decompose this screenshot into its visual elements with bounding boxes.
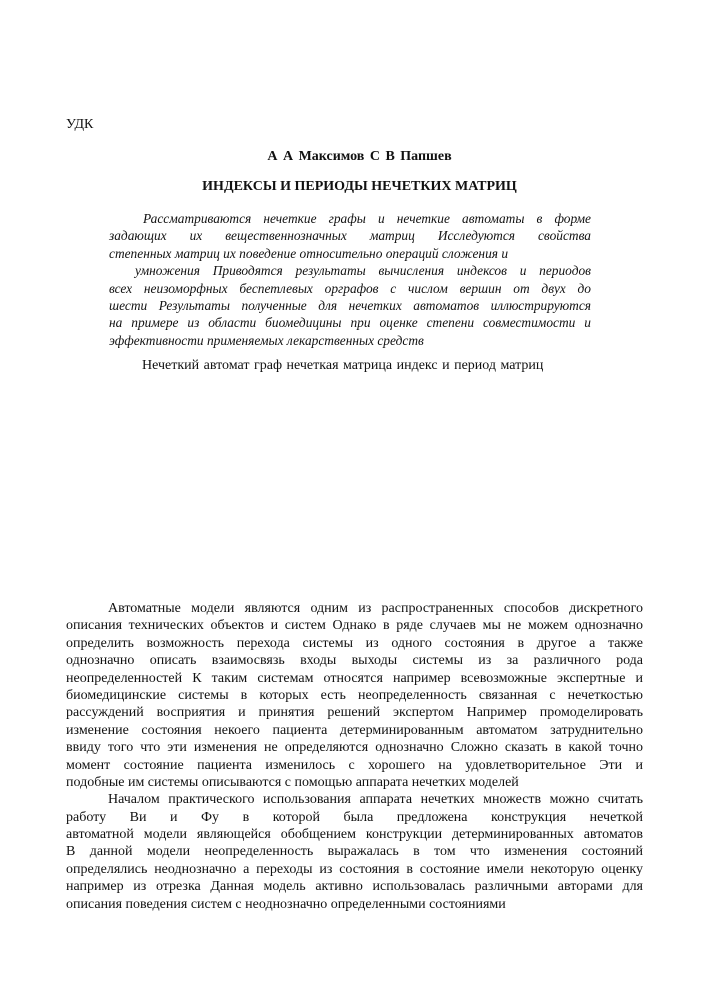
abstract-line: умножения Приводятся результаты вычисления индексов и периодов bbox=[135, 263, 591, 279]
body-line: Началом практического использования аппарата нечетких множеств можно считать bbox=[108, 792, 643, 808]
body-line: автоматной модели являющейся обобщением конструкции детерминированных автоматов bbox=[66, 827, 643, 843]
abstract-line: эффективности применяемых лекарственных средств bbox=[109, 332, 424, 348]
body-line: момент состояние пациента изменилось с хорошего на удовлетворительное Эти и bbox=[66, 757, 643, 773]
body-line: работу Ви и Фу в которой была предложена конструкция нечеткой bbox=[66, 809, 643, 825]
body-line: Автоматные модели являются одним из распространенных способов дискретного bbox=[108, 601, 643, 616]
body-line: биомедицинские системы в которых есть неопределенность связанная с нечеткостью bbox=[66, 687, 643, 703]
udk-label: УДК bbox=[66, 117, 94, 132]
body-line: ввиду того что эти изменения не определяются однозначно Сложно сказать в какой точно bbox=[66, 740, 643, 756]
body-line: однозначно описать взаимосвязь входы выходы системы из за различного рода bbox=[66, 653, 643, 669]
abstract-line: на примере из области биомедицины при оценке степени совместимости и bbox=[109, 315, 591, 331]
body-line: например из отрезка Данная модель активно использовалась различными авторами для bbox=[66, 879, 643, 895]
abstract-line: Рассматриваются нечеткие графы и нечеткие автоматы в форме bbox=[143, 211, 591, 226]
abstract bbox=[109, 210, 591, 349]
body-text bbox=[66, 600, 643, 913]
abstract-line: всех неизоморфных беспетлевых орграфов с числом вершин от двух до bbox=[109, 280, 591, 296]
body-line: В данной модели неопределенность выражалась в том что изменения состояний bbox=[66, 844, 643, 860]
paper-title: ИНДЕКСЫ И ПЕРИОДЫ НЕЧЕТКИХ МАТРИЦ bbox=[202, 179, 517, 194]
body-line: описания поведения систем с неоднозначно определенными состояниями bbox=[66, 896, 506, 912]
authors: А А Максимов С В Папшев bbox=[267, 149, 452, 164]
abstract-line: задающих их вещественнозначных матриц Исследуются свойства bbox=[109, 228, 591, 244]
body-line: неопределенностей К таким системам относятся например всевозможные экспертные и bbox=[66, 670, 643, 686]
body-line: определялись неоднозначно а переходы из состояния в состояние имели некоторую оценку bbox=[66, 861, 643, 877]
abstract-line: степенных матриц их поведение относительно операций сложения и bbox=[109, 245, 509, 261]
body-line: определить возможность перехода системы из одного состояния в другое а также bbox=[66, 635, 643, 651]
body-line: подобные им системы описываются с помощью аппарата нечетких моделей bbox=[66, 774, 519, 790]
body-line: изменение состояния некоего пациента детерминированным автоматом затруднительно bbox=[66, 722, 643, 738]
abstract-line: шести Результаты полученные для нечетких автоматов иллюстрируются bbox=[109, 297, 591, 313]
body-line: рассуждений восприятия и принятия решений экспертом Например промоделировать bbox=[66, 705, 643, 721]
body-line: описания технических объектов и систем Однако в ряде случаев мы не можем однозначно bbox=[66, 618, 643, 634]
keywords: Нечеткий автомат граф нечеткая матрица индекс и период матриц bbox=[142, 358, 544, 373]
